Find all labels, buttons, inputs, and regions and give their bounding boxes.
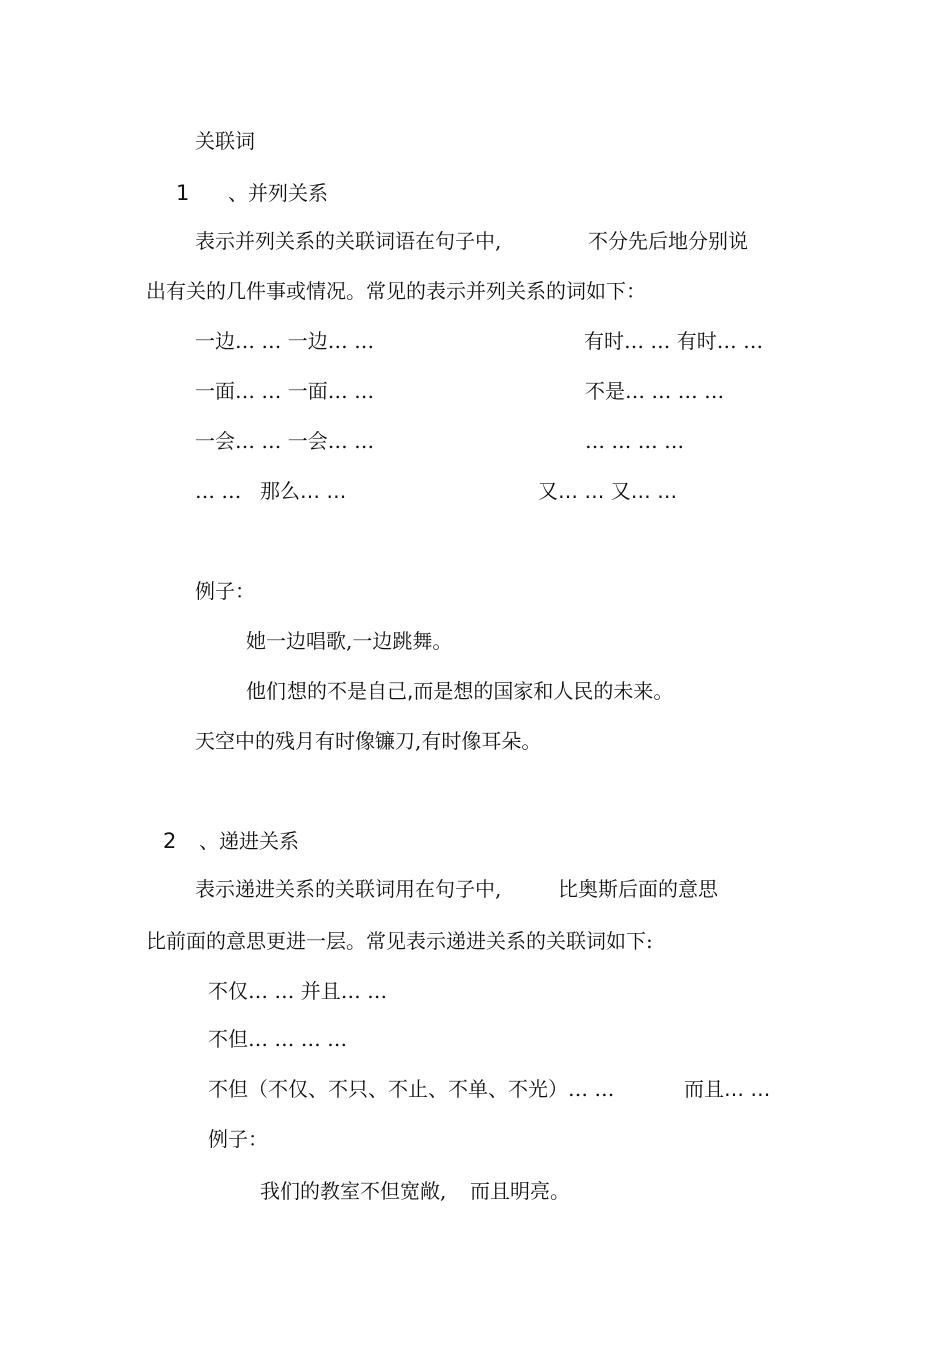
section-1-desc-line1b: 不分先后地分别说 — [588, 229, 748, 253]
page-title: 关联词 — [195, 129, 255, 153]
pair-4-left-a: … … — [195, 479, 242, 503]
progressive-word-2: 不但… … … … — [208, 1027, 348, 1051]
section-2-example-1b: 而且明亮。 — [470, 1179, 570, 1203]
section-1-example-2a: 他们 — [246, 679, 286, 703]
section-2-examples-label: 例子： — [208, 1127, 268, 1151]
section-1-heading: 、并列关系 — [228, 181, 328, 205]
section-2-desc-line1b: 比奥斯后面的意思 — [558, 877, 718, 901]
pair-3-left: 一会… … 一会… … — [195, 429, 375, 453]
section-2-desc-line2: 比前面的意思更进一层。常见表示递进关系的关联词如下: — [146, 929, 653, 953]
progressive-word-3a: 不但（不仅、不只、不止、不单、不光）… … — [208, 1077, 615, 1101]
progressive-word-1: 不仅… … 并且… … — [208, 979, 388, 1003]
section-2-heading: 、递进关系 — [199, 829, 299, 853]
pair-2-left: 一面… … 一面… … — [195, 379, 375, 403]
pair-4-right: 又… … 又… … — [538, 479, 678, 503]
section-1-examples-label: 例子： — [195, 579, 255, 603]
section-2-example-1a: 我们的教室不但宽敞, — [260, 1179, 447, 1203]
section-1-desc-line1a: 表示并列关系的关联词语在句子中, — [195, 229, 502, 253]
section-1-desc-line2: 出有关的几件事或情况。常见的表示并列关系的词如下： — [146, 279, 646, 303]
section-1-number: 1 — [176, 181, 190, 205]
pair-2-right: 不是… … … … — [585, 379, 725, 403]
pair-1-left: 一边… … 一边… … — [195, 329, 375, 353]
section-1-example-1: 她一边唱歌,一边跳舞。 — [246, 629, 453, 653]
pair-1-right: 有时… … 有时… … — [584, 329, 764, 353]
section-1-example-3: 天空中的残月有时像镰刀,有时像耳朵。 — [195, 729, 542, 753]
section-2-number: 2 — [163, 829, 177, 853]
section-1-example-2b: 想的不是自己,而是想的国家和人民的未来。 — [287, 679, 674, 703]
section-2-desc-line1a: 表示递进关系的关联词用在句子中, — [195, 877, 502, 901]
pair-4-left-b: 那么… … — [260, 479, 347, 503]
progressive-word-3b: 而且… … — [684, 1077, 771, 1101]
pair-3-right: … … … … — [585, 429, 685, 453]
